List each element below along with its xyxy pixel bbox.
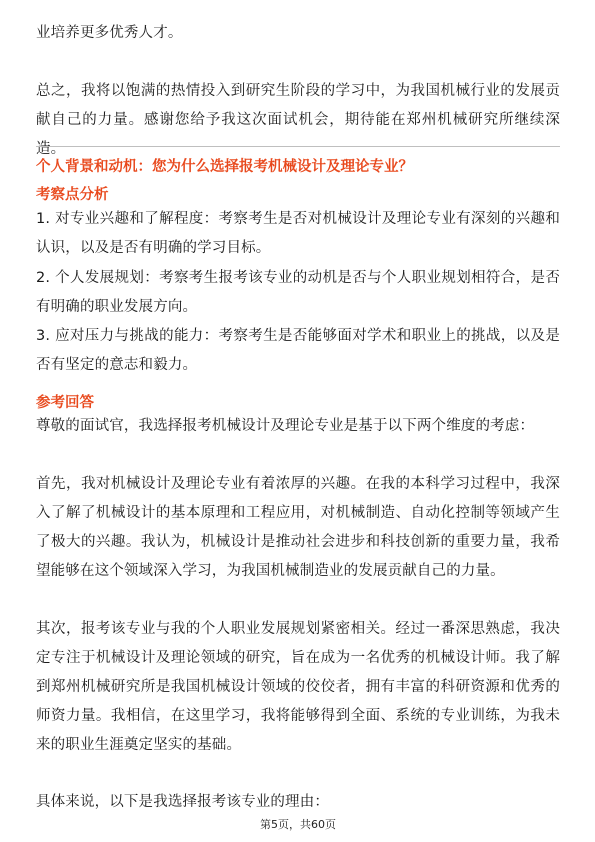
analysis-point-1: 1. 对专业兴趣和了解程度：考察考生是否对机械设计及理论专业有深刻的兴趣和认识，以及是否有明确的学习目标。 xyxy=(36,211,560,256)
answer-heading: 参考回答 xyxy=(36,395,94,411)
answer-paragraph-3: 具体来说，以下是我选择报考该专业的理由： xyxy=(36,794,329,810)
analysis-point-3: 3. 应对压力与挑战的能力：考察考生是否能够面对学术和职业上的挑战，以及是否有坚定的意志和毅力。 xyxy=(36,328,560,373)
conclusion-paragraph: 总之，我将以饱满的热情投入到研究生阶段的学习中，为我国机械行业的发展贡献自己的力量。感谢您给予我这次面试机会，期待能在郑州机械研究所继续深造。 xyxy=(36,83,560,157)
answer-paragraph-1: 首先，我对机械设计及理论专业有着浓厚的兴趣。在我的本科学习过程中，我深入了解了机械设计的基本原理和工程应用，对机械制造、自动化控制等领域产生了极大的兴趣。我认为，机械设计是推动社会进步和科技创新的重要力量，我希望能够在这个领域深入学习，为我国机械制造业的发展贡献自己的力量。 xyxy=(36,476,560,579)
section-divider xyxy=(36,146,560,147)
analysis-point-2: 2. 个人发展规划：考察考生报考该专业的动机是否与个人职业规划相符合，是否有明确的职业发展方向。 xyxy=(36,270,560,315)
analysis-heading: 考察点分析 xyxy=(36,187,109,203)
document-page xyxy=(36,0,560,842)
page-number: 第5页，共60页 xyxy=(260,818,336,831)
intro-last-line: 业培养更多优秀人才。 xyxy=(36,25,183,41)
answer-intro: 尊敬的面试官，我选择报考机械设计及理论专业是基于以下两个维度的考虑： xyxy=(36,418,535,434)
answer-paragraph-2: 其次，报考该专业与我的个人职业发展规划紧密相关。经过一番深思熟虑，我决定专注于机械设计及理论领域的研究，旨在成为一名优秀的机械设计师。我了解到郑州机械研究所是我国机械设计领域的佼佼者，拥有丰富的科研资源和优秀的师资力量。我相信，在这里学习，我将能够得到全面、系统的专业训练，为我未来的职业生涯奠定坚实的基础。 xyxy=(36,621,560,753)
question-title: 个人背景和动机：您为什么选择报考机械设计及理论专业？ xyxy=(36,159,413,175)
